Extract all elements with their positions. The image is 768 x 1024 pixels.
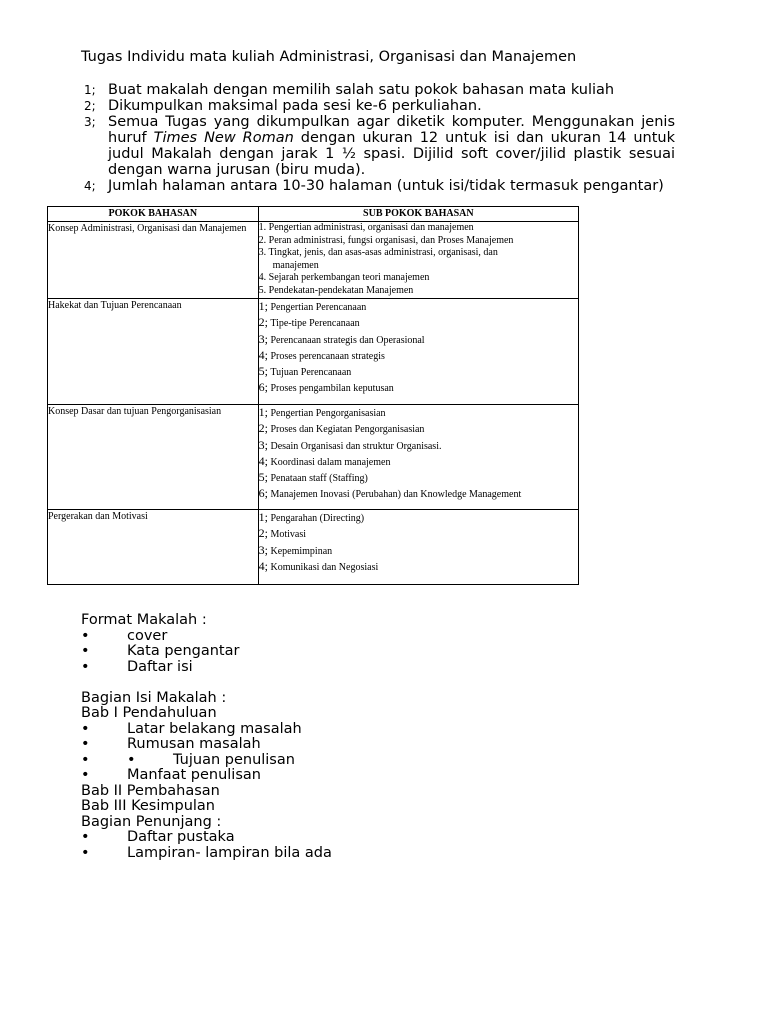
- subtopic-line: 2. Peran administrasi, fungsi organisasi, dan Proses Manajemen: [258, 234, 514, 246]
- instruction-number: 2;: [84, 99, 96, 113]
- subtopic-line: 3. Tingkat, jenis, dan asas-asas administrasi, organisasi, dan: [258, 247, 498, 258]
- table-row: [48, 405, 579, 510]
- subtopic-text: Motivasi: [270, 529, 307, 541]
- subtopic-text: Proses pengambilan keputusan: [270, 383, 394, 395]
- format-item-text: Kata pengantar: [127, 643, 240, 659]
- format-item: [81, 644, 332, 660]
- subtopic-line: [259, 470, 578, 486]
- structure-section: [81, 613, 332, 861]
- instruction-number: 1;: [84, 83, 96, 97]
- subtopic-text: Pengertian Perencanaan: [270, 302, 367, 313]
- bab-heading: Bab I Pendahuluan: [81, 705, 217, 721]
- subtopic-text: Koordinasi dalam manajemen: [270, 456, 391, 468]
- subtopic-number: 3;: [258, 331, 268, 346]
- format-item-text: cover: [127, 627, 168, 644]
- subtopic-line: 1. Pengertian administrasi, organisasi dan manajemen: [258, 222, 474, 233]
- bullet: •: [81, 658, 90, 675]
- subtopic-text: Penataan staff (Staffing): [270, 473, 368, 485]
- subtopic-number: 2;: [258, 526, 268, 541]
- subtopic-line: [259, 486, 578, 502]
- subtopic-number: 4;: [258, 347, 268, 362]
- subtopic-line: 4. Sejarah perkembangan teori manajemen: [258, 272, 430, 283]
- font-name-italic: Times New Roman: [153, 130, 294, 146]
- subtopic-text: Perencanaan strategis dan Operasional: [270, 334, 425, 346]
- subtopic-number: 1;: [258, 405, 268, 419]
- column-header: SUB POKOK BAHASAN: [258, 207, 578, 222]
- instruction-item: [81, 178, 675, 194]
- subtopic-text: Proses dan Kegiatan Pengorganisasian: [270, 424, 425, 436]
- subtopic-text: Komunikasi dan Negosiasi: [270, 561, 379, 573]
- bab-heading: Bab III Kesimpulan: [81, 798, 215, 814]
- instruction-item: [81, 114, 675, 178]
- instruction-number: 3;: [84, 115, 96, 129]
- bab-item: [81, 737, 332, 753]
- instruction-list: [81, 82, 675, 194]
- subtopic-line: [259, 510, 578, 526]
- subtopic-line: [259, 559, 578, 575]
- topic-cell: Konsep Dasar dan tujuan Pengorganisasian: [48, 405, 259, 510]
- subtopic-number: 2;: [258, 421, 268, 436]
- bullet: •: [81, 736, 90, 752]
- subtopic-number: 4;: [258, 558, 268, 573]
- bullet: •: [81, 844, 90, 861]
- subtopic-line: [259, 315, 578, 331]
- bab-item: [81, 722, 332, 738]
- topic-cell: Konsep Administrasi, Organisasi dan Manajemen: [48, 222, 259, 299]
- instruction-text: [108, 114, 675, 178]
- subtopic-cell: [258, 222, 578, 299]
- subtopic-text: Pengertian Pengorganisasian: [270, 408, 386, 419]
- subtopic-line: [259, 299, 578, 315]
- penunjang-item-text: Daftar pustaka: [127, 829, 235, 845]
- subtopic-text: Pengarahan (Directing): [270, 513, 365, 524]
- bab-item-text: Tujuan penulisan: [173, 751, 295, 768]
- bullet: •: [81, 720, 90, 737]
- subtopic-line: [259, 438, 578, 454]
- bullet: •: [81, 829, 90, 845]
- column-header: POKOK BAHASAN: [48, 207, 259, 222]
- subtopic-text: Kepemimpinan: [270, 545, 333, 557]
- subtopic-cell: [258, 299, 578, 405]
- bab-item: [81, 753, 332, 769]
- penunjang-item-text: Lampiran- lampiran bila ada: [127, 844, 332, 861]
- subtopic-cell: [258, 510, 578, 585]
- subtopic-number: 6;: [258, 380, 268, 395]
- subtopic-line: [259, 348, 578, 364]
- instruction-text-part: Semua Tugas yang dikumpulkan agar diketik komputer. Menggunakan jenis huruf: [108, 114, 675, 146]
- table-row: [48, 299, 579, 405]
- table-row: [48, 510, 579, 585]
- subtopic-number: 1;: [258, 510, 268, 524]
- bab-item-text: Rumusan masalah: [127, 736, 261, 752]
- bab-item-text: Latar belakang masalah: [127, 720, 302, 737]
- instruction-text-part: dengan ukuran 12 untuk isi dan ukuran 14 untuk judul Makalah dengan jarak 1 ½ spasi. Dijilid soft cover/jilid plastik sesuai dengan warna jurusan (biru muda).: [108, 130, 675, 178]
- bab-item: [81, 768, 332, 784]
- bullet: •: [127, 751, 136, 768]
- subtopic-text: Desain Organisasi dan struktur Organisasi.: [270, 440, 442, 452]
- subtopic-text: Tipe-tipe Perencanaan: [270, 318, 360, 330]
- subtopic-number: 6;: [258, 486, 268, 501]
- instruction-text: Jumlah halaman antara 10-30 halaman (untuk isi/tidak termasuk pengantar): [108, 178, 664, 194]
- penunjang-item: [81, 830, 332, 846]
- bullet: •: [81, 627, 90, 644]
- subtopic-number: 5;: [258, 470, 268, 485]
- subtopic-line: [259, 364, 578, 380]
- bab-heading: Bab II Pembahasan: [81, 782, 220, 799]
- subtopic-line: [259, 454, 578, 470]
- instruction-text: Dikumpulkan maksimal pada sesi ke-6 perkuliahan.: [108, 98, 482, 114]
- table-header-row: [48, 207, 579, 222]
- subtopic-number: 3;: [258, 542, 268, 557]
- format-item-text: Daftar isi: [127, 658, 193, 675]
- topic-table: [47, 206, 579, 585]
- bullet: •: [81, 643, 90, 659]
- spacer: [81, 675, 332, 691]
- document-title: Tugas Individu mata kuliah Administrasi, Organisasi dan Manajemen: [81, 49, 577, 65]
- instruction-item: [81, 82, 675, 98]
- topic-cell: Hakekat dan Tujuan Perencanaan: [48, 299, 259, 405]
- subtopic-line: [259, 421, 578, 437]
- subtopic-number: 4;: [258, 453, 268, 468]
- subtopic-number: 1;: [258, 299, 268, 313]
- subtopic-line: [259, 332, 578, 348]
- format-heading: Format Makalah :: [81, 612, 207, 628]
- subtopic-line: [259, 405, 578, 421]
- subtopic-line: manajemen: [272, 259, 319, 271]
- instruction-number: 4;: [84, 179, 96, 193]
- instruction-text: Buat makalah dengan memilih salah satu pokok bahasan mata kuliah: [108, 82, 615, 98]
- subtopic-line: [259, 526, 578, 542]
- instruction-item: [81, 98, 675, 114]
- subtopic-number: 2;: [258, 315, 268, 330]
- subtopic-text: Proses perencanaan strategis: [270, 350, 385, 362]
- subtopic-text: Tujuan Perencanaan: [270, 367, 352, 379]
- subtopic-line: [259, 543, 578, 559]
- isi-heading: Bagian Isi Makalah :: [81, 689, 227, 706]
- penunjang-heading: Bagian Penunjang :: [81, 813, 222, 830]
- subtopic-text: Manajemen Inovasi (Perubahan) dan Knowledge Management: [270, 489, 522, 501]
- table-row: [48, 222, 579, 299]
- subtopic-line: [259, 380, 578, 396]
- subtopic-line: 5. Pendekatan-pendekatan Manajemen: [258, 284, 414, 296]
- subtopic-number: 3;: [258, 437, 268, 452]
- penunjang-item: [81, 846, 332, 862]
- bullet: •: [81, 751, 90, 768]
- bullet: •: [81, 767, 90, 783]
- subtopic-cell: [258, 405, 578, 510]
- format-item: [81, 660, 332, 676]
- bab-item-text: Manfaat penulisan: [127, 767, 261, 783]
- subtopic-number: 5;: [258, 364, 268, 379]
- format-item: [81, 629, 332, 645]
- topic-cell: Pergerakan dan Motivasi: [48, 510, 259, 585]
